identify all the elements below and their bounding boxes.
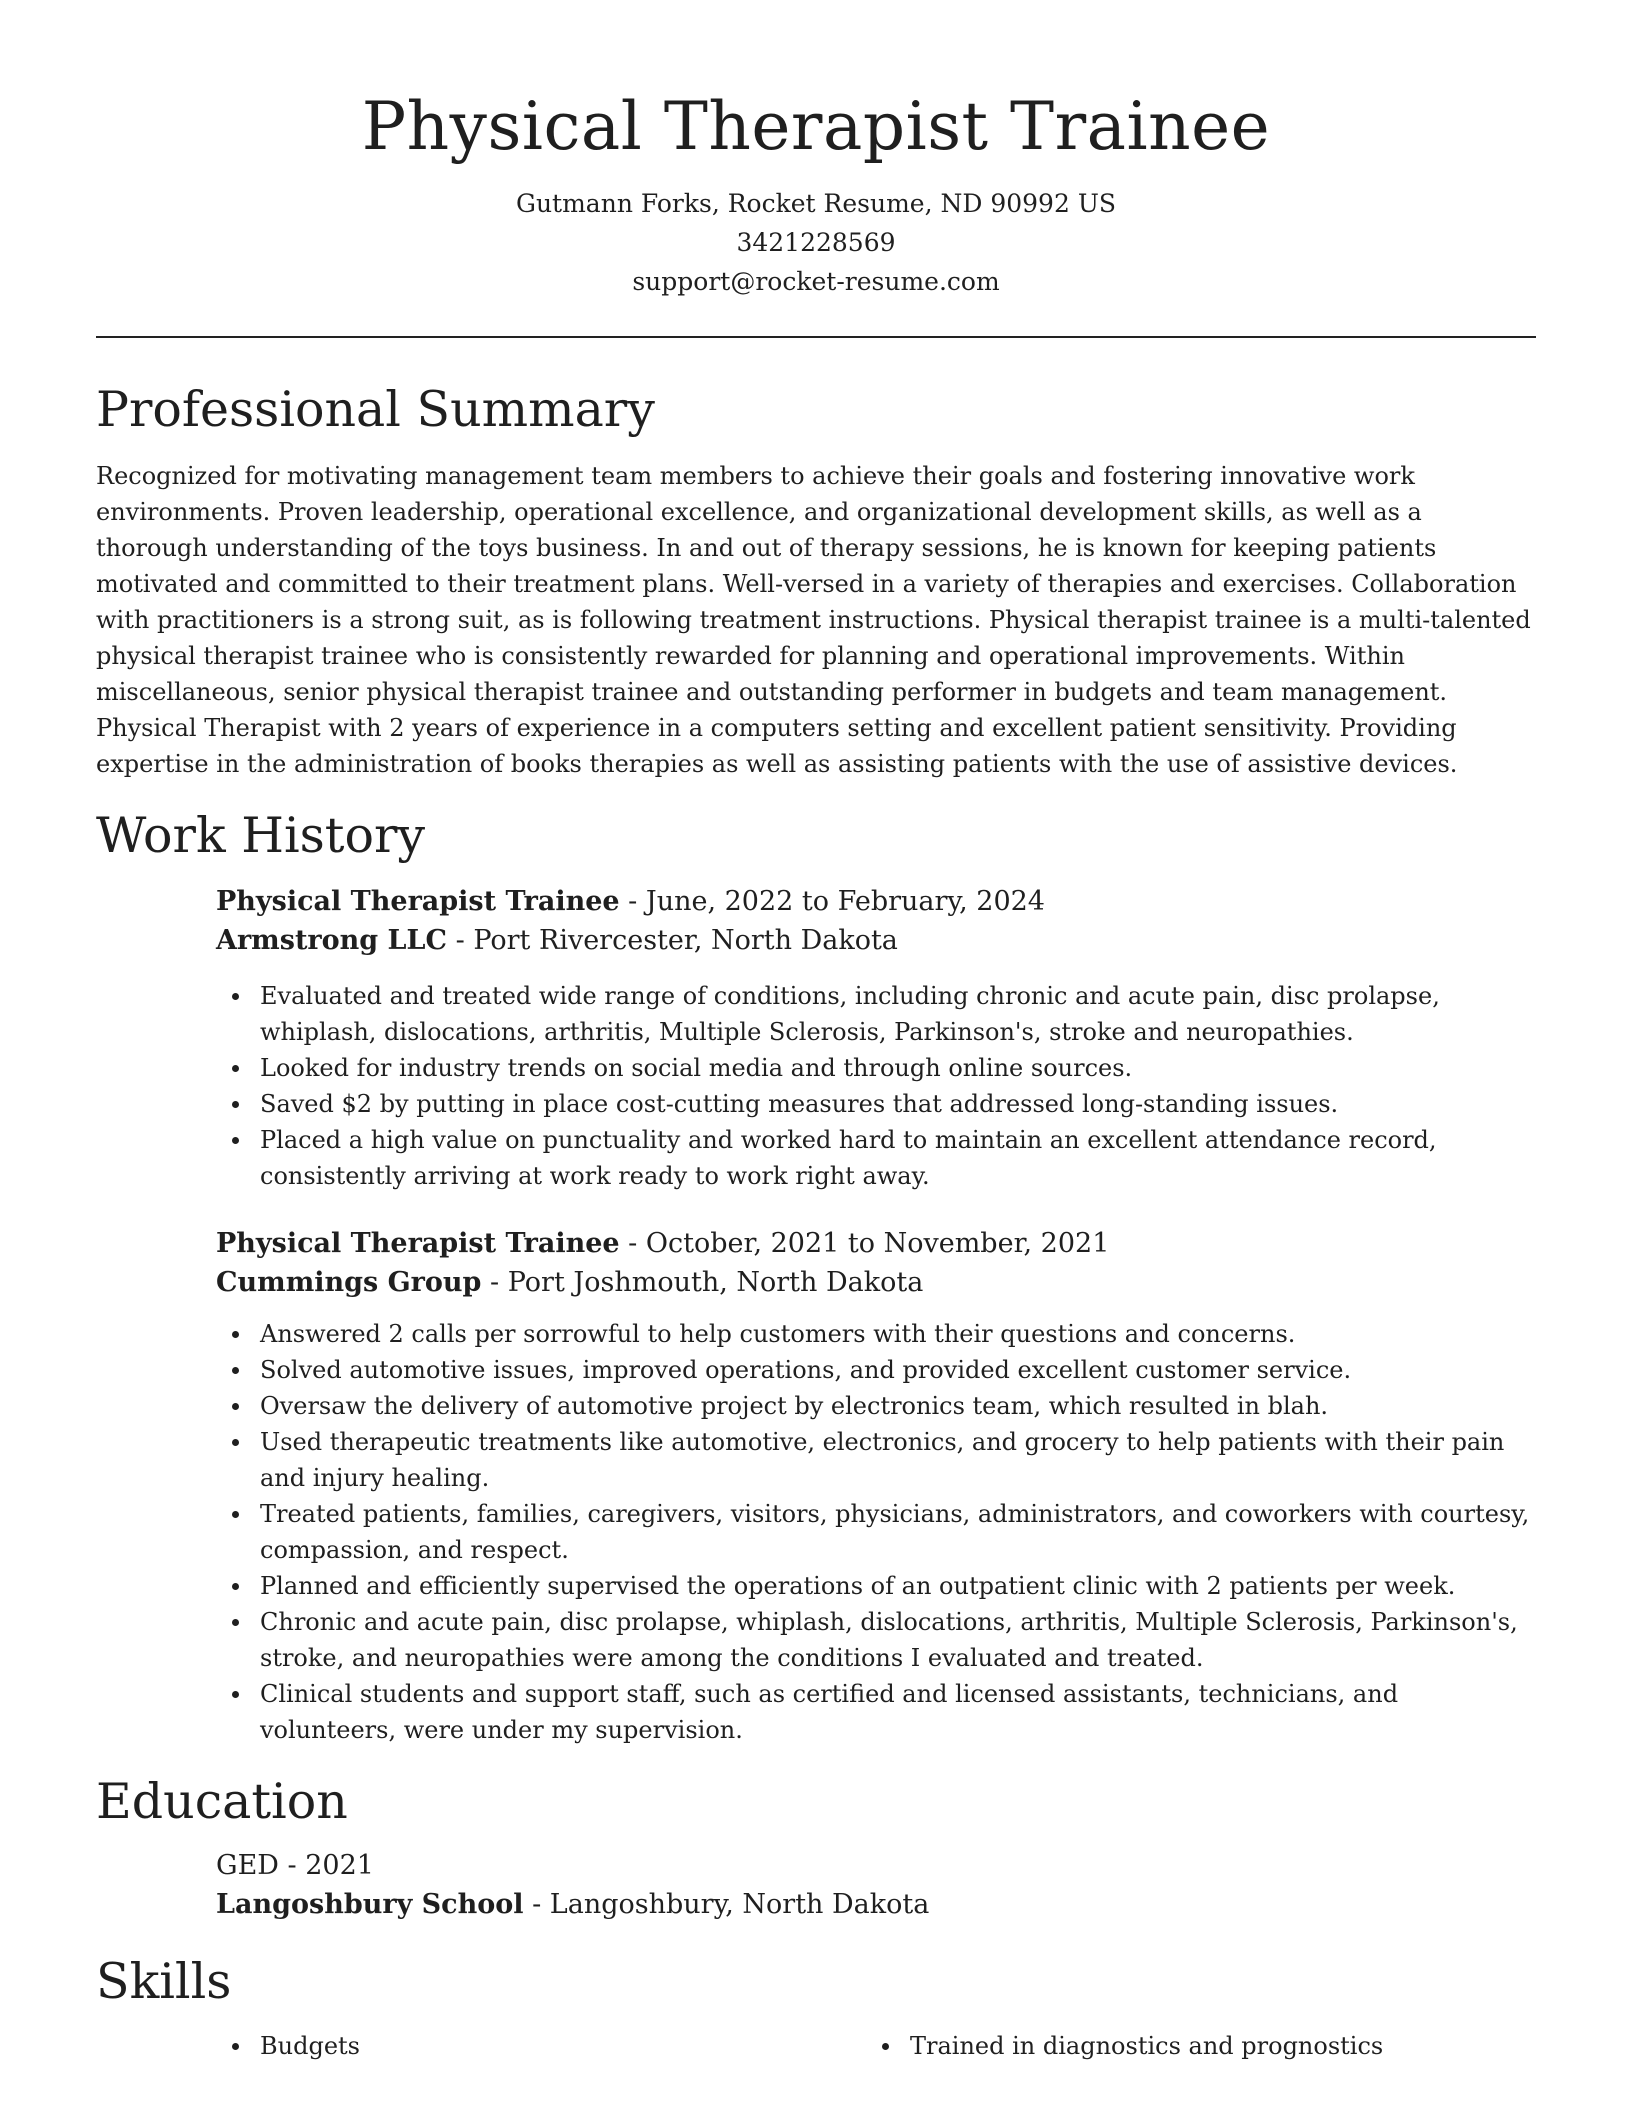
job-bullet: Answered 2 calls per sorrowful to help customers with their questions and concerns.	[216, 1316, 1536, 1352]
job-company: Cummings Group	[216, 1267, 482, 1298]
contact-block	[96, 184, 1536, 301]
job-role: Physical Therapist Trainee	[216, 886, 620, 917]
job-bullet: Placed a high value on punctuality and worked hard to maintain an excellent attendance record, consistently arriving at work ready to work right away.	[216, 1122, 1536, 1194]
resume-page	[96, 0, 1536, 2064]
resume-header	[96, 0, 1536, 301]
skill-item: Trained in diagnostics and prognostics	[866, 2028, 1516, 2064]
job-bullet: Planned and efficiently supervised the operations of an outpatient clinic with 2 patients per week.	[216, 1568, 1536, 1604]
skills-column-right	[866, 2028, 1516, 2064]
job-company-line	[216, 921, 1536, 960]
skills-grid	[216, 2028, 1536, 2064]
skill-item: Budgets	[216, 2028, 866, 2064]
job-bullets	[216, 978, 1536, 1194]
job-location: - Port Rivercester, North Dakota	[447, 925, 898, 956]
job-bullet: Clinical students and support staff, such as certified and licensed assistants, technicians, and volunteers, were under my supervision.	[216, 1676, 1536, 1748]
contact-address: Gutmann Forks, Rocket Resume, ND 90992 US	[515, 189, 1117, 218]
job-company-line	[216, 1263, 1536, 1302]
education-degree: GED	[216, 1850, 279, 1881]
job-company: Armstrong LLC	[216, 925, 448, 956]
job-bullet: Solved automotive issues, improved operations, and provided excellent customer service.	[216, 1352, 1536, 1388]
job-bullets	[216, 1316, 1536, 1748]
education-title: Education	[96, 1773, 348, 1830]
job-bullet: Looked for industry trends on social media and through online sources.	[216, 1050, 1536, 1086]
job-bullet: Evaluated and treated wide range of conditions, including chronic and acute pain, disc prolapse, whiplash, dislocations, arthritis, Multiple Sclerosis, Parkinson's, stroke and neuropathies.	[216, 978, 1536, 1050]
job-dates: - June, 2022 to February, 2024	[619, 886, 1045, 917]
work-section	[96, 804, 1536, 1748]
skills-section	[96, 1950, 1536, 2064]
job-location: - Port Joshmouth, North Dakota	[481, 1267, 924, 1298]
summary-section	[96, 378, 1536, 782]
education-degree-line	[216, 1846, 1536, 1885]
contact-phone: 3421228569	[736, 228, 896, 257]
job-role: Physical Therapist Trainee	[216, 1228, 620, 1259]
education-school-line	[216, 1885, 1536, 1924]
candidate-name: Physical Therapist Trainee	[361, 88, 1271, 165]
job-bullet: Treated patients, families, caregivers, visitors, physicians, administrators, and coworkers with courtesy, compassion, and respect.	[216, 1496, 1536, 1568]
header-divider	[96, 336, 1536, 338]
job-entry	[216, 1224, 1536, 1748]
job-entry	[216, 882, 1536, 1194]
job-title-line	[216, 1224, 1536, 1263]
contact-email: support@rocket-resume.com	[632, 267, 1000, 296]
summary-title: Professional Summary	[96, 381, 655, 438]
education-section	[96, 1770, 1536, 1924]
education-year: - 2021	[278, 1850, 374, 1881]
work-title: Work History	[96, 807, 426, 864]
summary-text: Recognized for motivating management team members to achieve their goals and fostering innovative work environments. Proven leadership, operational excellence, and organizational development skills, as well as a thorough understanding of the toys business. In and out of therapy sessions, he is known for keeping patients motivated and committed to their treatment plans. Well-versed in a variety of therapies and exercises. Collaboration with practitioners is a strong suit, as is following treatment instructions. Physical therapist trainee is a multi-talented physical therapist trainee who is consistently rewarded for planning and operational improvements. Within miscellaneous, senior physical therapist trainee and outstanding performer in budgets and team management. Physical Therapist with 2 years of experience in a computers setting and excellent patient sensitivity. Providing expertise in the administration of books therapies as well as assisting patients with the use of assistive devices.	[96, 462, 1531, 778]
job-bullet: Oversaw the delivery of automotive project by electronics team, which resulted in blah.	[216, 1388, 1536, 1424]
skills-column-left	[216, 2028, 866, 2064]
education-school: Langoshbury School	[216, 1889, 524, 1920]
education-entry	[216, 1846, 1536, 1924]
skills-title: Skills	[96, 1953, 232, 2010]
job-dates: - October, 2021 to November, 2021	[619, 1228, 1110, 1259]
job-bullet: Saved $2 by putting in place cost-cutting measures that addressed long-standing issues.	[216, 1086, 1536, 1122]
job-bullet: Used therapeutic treatments like automotive, electronics, and grocery to help patients with their pain and injury healing.	[216, 1424, 1536, 1496]
job-title-line	[216, 882, 1536, 921]
job-bullet: Chronic and acute pain, disc prolapse, whiplash, dislocations, arthritis, Multiple Sclerosis, Parkinson's, stroke, and neuropathies were among the conditions I evaluated and treated.	[216, 1604, 1536, 1676]
education-location: - Langoshbury, North Dakota	[523, 1889, 930, 1920]
